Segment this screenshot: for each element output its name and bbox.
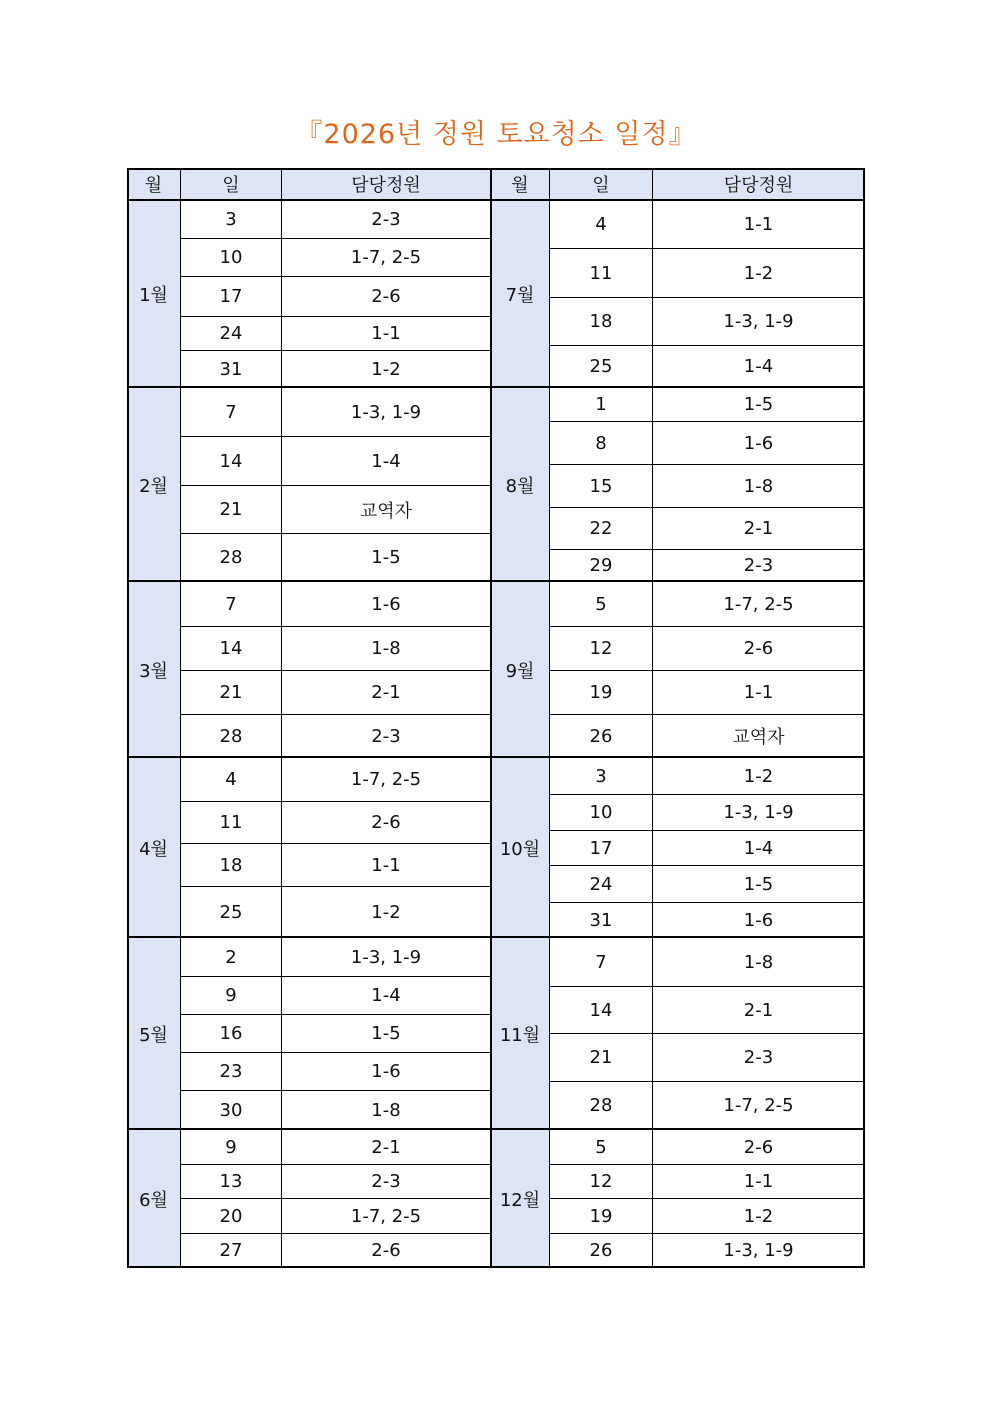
- day-cell: 13: [181, 1165, 282, 1199]
- day-cell: 16: [181, 1015, 282, 1053]
- day-cell: 12: [550, 627, 653, 671]
- staff-cell: 1-3, 1-9: [653, 795, 865, 831]
- day-cell: 27: [181, 1234, 282, 1268]
- day-cell: 28: [550, 1082, 653, 1130]
- table-center-divider: [490, 168, 492, 1268]
- staff-cell: 1-6: [282, 582, 491, 627]
- month-cell: 1월: [127, 201, 181, 388]
- staff-cell: 1-5: [653, 866, 865, 903]
- staff-cell: 1-7, 2-5: [282, 239, 491, 277]
- staff-cell: 2-1: [282, 1130, 491, 1165]
- staff-cell: 1-1: [653, 201, 865, 249]
- staff-cell: 교역자: [653, 715, 865, 758]
- day-cell: 3: [181, 201, 282, 239]
- month-block-separator: [491, 1266, 865, 1268]
- staff-cell: 2-3: [653, 1034, 865, 1082]
- month-cell: 8월: [491, 388, 550, 582]
- staff-cell: 1-4: [653, 831, 865, 866]
- staff-cell: 2-6: [653, 1130, 865, 1165]
- staff-cell: 2-1: [653, 987, 865, 1034]
- day-cell: 26: [550, 1234, 653, 1268]
- staff-cell: 1-1: [653, 671, 865, 715]
- header-month: 월: [127, 168, 181, 201]
- day-cell: 21: [181, 486, 282, 534]
- day-cell: 29: [550, 550, 653, 582]
- staff-cell: 1-7, 2-5: [653, 1082, 865, 1130]
- month-cell: 7월: [491, 201, 550, 388]
- staff-cell: 2-6: [282, 277, 491, 317]
- month-cell: 11월: [491, 938, 550, 1130]
- staff-cell: 1-4: [282, 437, 491, 486]
- staff-cell: 2-3: [282, 715, 491, 758]
- day-cell: 7: [181, 388, 282, 437]
- day-cell: 17: [181, 277, 282, 317]
- day-cell: 3: [550, 758, 653, 795]
- staff-cell: 1-2: [282, 887, 491, 938]
- header-day: 일: [181, 168, 282, 201]
- day-cell: 17: [550, 831, 653, 866]
- day-cell: 24: [181, 317, 282, 351]
- staff-cell: 2-3: [653, 550, 865, 582]
- staff-cell: 2-6: [282, 802, 491, 844]
- staff-cell: 1-6: [653, 422, 865, 465]
- day-cell: 26: [550, 715, 653, 758]
- day-cell: 7: [181, 582, 282, 627]
- day-cell: 1: [550, 388, 653, 422]
- header-day: 일: [550, 168, 653, 201]
- day-cell: 7: [550, 938, 653, 987]
- staff-cell: 1-3, 1-9: [653, 1234, 865, 1268]
- staff-cell: 1-5: [282, 1015, 491, 1053]
- day-cell: 9: [181, 1130, 282, 1165]
- day-cell: 18: [550, 298, 653, 346]
- day-cell: 21: [550, 1034, 653, 1082]
- staff-cell: 2-6: [653, 627, 865, 671]
- schedule-half-jul-dec: [491, 168, 865, 1268]
- day-cell: 25: [181, 887, 282, 938]
- month-cell: 10월: [491, 758, 550, 938]
- staff-cell: 1-5: [653, 388, 865, 422]
- month-cell: 2월: [127, 388, 181, 582]
- day-cell: 8: [550, 422, 653, 465]
- day-cell: 28: [181, 715, 282, 758]
- day-cell: 25: [550, 346, 653, 388]
- staff-cell: 1-7, 2-5: [282, 1199, 491, 1234]
- staff-cell: 1-4: [653, 346, 865, 388]
- header-staff: 담당정원: [282, 168, 491, 201]
- staff-cell: 1-2: [653, 1199, 865, 1234]
- day-cell: 28: [181, 534, 282, 582]
- staff-cell: 1-2: [653, 249, 865, 298]
- staff-cell: 1-7, 2-5: [282, 758, 491, 802]
- staff-cell: 2-3: [282, 1165, 491, 1199]
- staff-cell: 1-1: [282, 317, 491, 351]
- staff-cell: 2-1: [282, 671, 491, 715]
- day-cell: 12: [550, 1165, 653, 1199]
- staff-cell: 1-1: [282, 844, 491, 887]
- staff-cell: 1-4: [282, 977, 491, 1015]
- staff-cell: 1-8: [282, 627, 491, 671]
- day-cell: 11: [181, 802, 282, 844]
- day-cell: 14: [550, 987, 653, 1034]
- month-cell: 9월: [491, 582, 550, 758]
- staff-cell: 1-3, 1-9: [282, 388, 491, 437]
- staff-cell: 2-3: [282, 201, 491, 239]
- day-cell: 21: [181, 671, 282, 715]
- month-cell: 12월: [491, 1130, 550, 1268]
- staff-cell: 1-8: [282, 1091, 491, 1130]
- day-cell: 31: [181, 351, 282, 388]
- staff-cell: 1-2: [282, 351, 491, 388]
- day-cell: 20: [181, 1199, 282, 1234]
- month-cell: 5월: [127, 938, 181, 1130]
- day-cell: 18: [181, 844, 282, 887]
- staff-cell: 1-3, 1-9: [282, 938, 491, 977]
- staff-cell: 2-1: [653, 508, 865, 550]
- staff-cell: 1-8: [653, 465, 865, 508]
- day-cell: 19: [550, 1199, 653, 1234]
- day-cell: 9: [181, 977, 282, 1015]
- month-cell: 3월: [127, 582, 181, 758]
- staff-cell: 1-7, 2-5: [653, 582, 865, 627]
- staff-cell: 1-2: [653, 758, 865, 795]
- staff-cell: 1-6: [653, 903, 865, 938]
- schedule-table: [127, 168, 865, 1268]
- day-cell: 11: [550, 249, 653, 298]
- header-month: 월: [491, 168, 550, 201]
- header-staff: 담당정원: [653, 168, 865, 201]
- schedule-half-jan-jun: [127, 168, 491, 1268]
- staff-cell: 1-1: [653, 1165, 865, 1199]
- staff-cell: 1-5: [282, 534, 491, 582]
- day-cell: 15: [550, 465, 653, 508]
- month-block-separator: [127, 1266, 491, 1268]
- day-cell: 30: [181, 1091, 282, 1130]
- day-cell: 23: [181, 1053, 282, 1091]
- day-cell: 24: [550, 866, 653, 903]
- day-cell: 10: [181, 239, 282, 277]
- day-cell: 31: [550, 903, 653, 938]
- day-cell: 14: [181, 627, 282, 671]
- day-cell: 5: [550, 582, 653, 627]
- day-cell: 14: [181, 437, 282, 486]
- day-cell: 10: [550, 795, 653, 831]
- staff-cell: 2-6: [282, 1234, 491, 1268]
- day-cell: 4: [550, 201, 653, 249]
- month-cell: 4월: [127, 758, 181, 938]
- month-cell: 6월: [127, 1130, 181, 1268]
- staff-cell: 교역자: [282, 486, 491, 534]
- page-title: 『2026년 정원 토요청소 일정』: [295, 119, 697, 150]
- staff-cell: 1-3, 1-9: [653, 298, 865, 346]
- staff-cell: 1-8: [653, 938, 865, 987]
- day-cell: 4: [181, 758, 282, 802]
- day-cell: 19: [550, 671, 653, 715]
- staff-cell: 1-6: [282, 1053, 491, 1091]
- day-cell: 2: [181, 938, 282, 977]
- day-cell: 22: [550, 508, 653, 550]
- day-cell: 5: [550, 1130, 653, 1165]
